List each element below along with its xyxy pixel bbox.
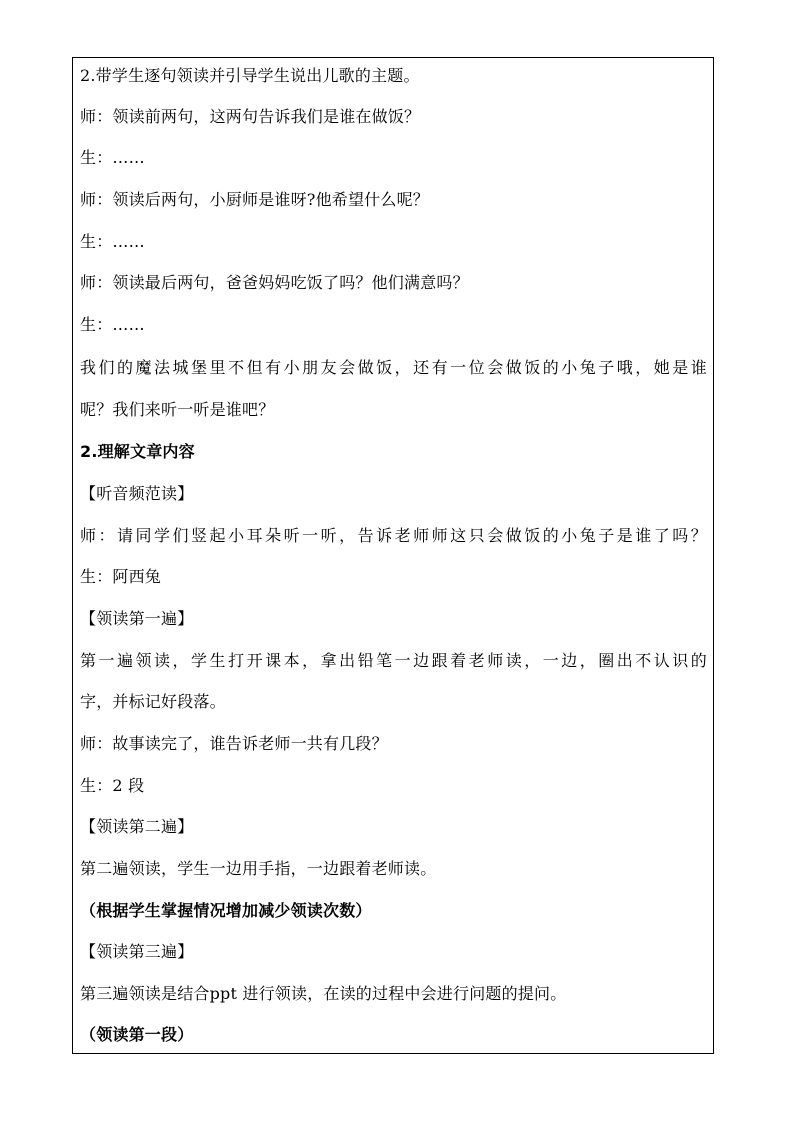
text-line: 第三遍领读是结合ppt 进行领读，在读的过程中会进行问题的提问。: [80, 984, 567, 1003]
text-line: 【领读第二遍】: [80, 817, 194, 836]
text-line: 第二遍领读，学生一边用手指，一边跟着老师读。: [80, 859, 437, 878]
text-line: 生：……: [80, 315, 145, 334]
text-line: 师：领读后两句，小厨师是谁呀?他希望什么呢？: [80, 190, 429, 209]
text-line: 呢？我们来听一听是谁吧？: [80, 400, 275, 419]
note-line: （领读第一段）: [80, 1025, 194, 1044]
text-line: 我们的魔法城堡里不但有小朋友会做饭，还有一位会做饭的小兔子哦，她是谁: [80, 358, 707, 377]
text-line: 【领读第一遍】: [80, 609, 194, 628]
text-line: 2.带学生逐句领读并引导学生说出儿歌的主题。: [80, 66, 420, 85]
text-line: 字，并标记好段落。: [80, 692, 226, 711]
note-line: （根据学生掌握情况增加减少领读次数）: [80, 901, 372, 920]
text-line: 【听音频范读】: [80, 484, 194, 503]
section-heading: 2.理解文章内容: [80, 442, 195, 461]
text-line: 生：阿西兔: [80, 567, 162, 586]
text-line: 【领读第三遍】: [80, 942, 194, 961]
text-line: 生：……: [80, 232, 145, 251]
text-line: 生：……: [80, 148, 145, 167]
text-line: 师：请同学们竖起小耳朵听一听，告诉老师师这只会做饭的小兔子是谁了吗？: [80, 526, 707, 545]
text-line: 师：领读最后两句，爸爸妈妈吃饭了吗？他们满意吗？: [80, 273, 469, 292]
text-line: 师：故事读完了，谁告诉老师一共有几段？: [80, 734, 388, 753]
text-line: 第一遍领读，学生打开课本，拿出铅笔一边跟着老师读，一边，圈出不认识的: [80, 651, 707, 670]
text-line: 师：领读前两句，这两句告诉我们是谁在做饭？: [80, 107, 421, 126]
lesson-plan-cell: [72, 57, 714, 1054]
text-line: 生：2 段: [80, 776, 145, 795]
